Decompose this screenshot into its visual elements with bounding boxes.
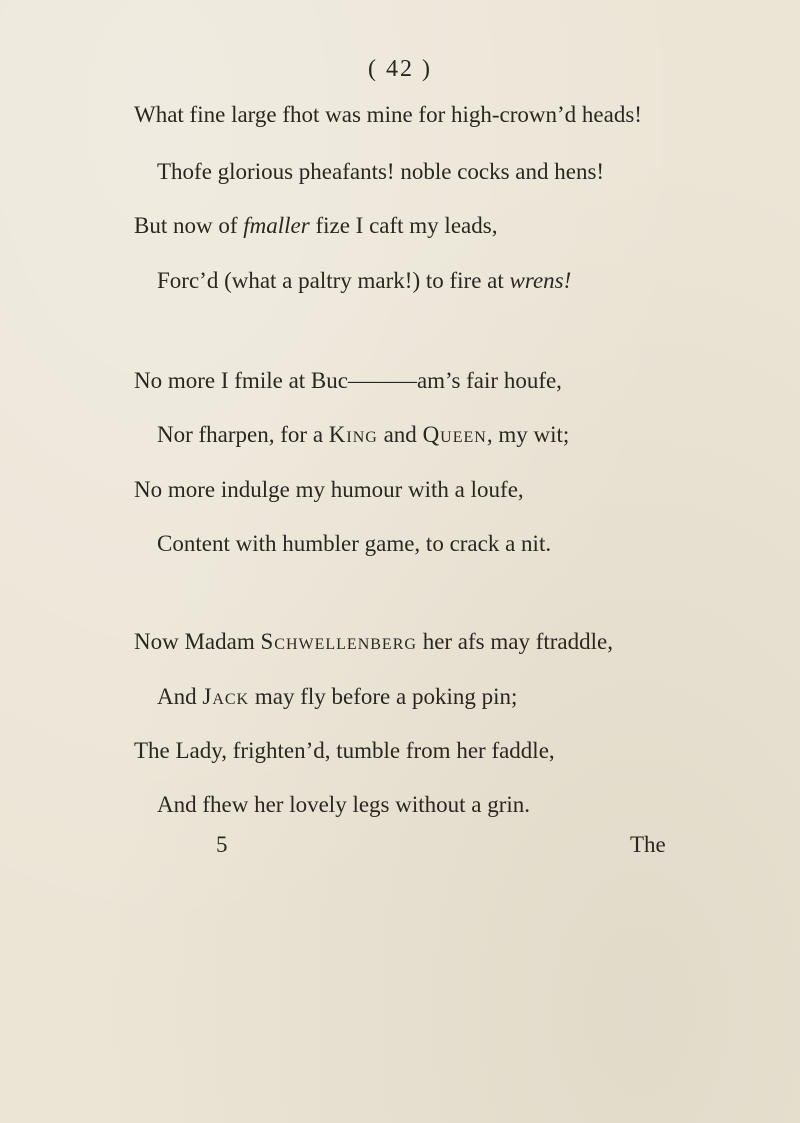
verse-line: And fhew her lovely legs without a grin. [157, 792, 531, 817]
verse-line: The Lady, frighten’d, tumble from her faddle, [134, 738, 555, 763]
page-number: ( 42 ) [368, 56, 432, 82]
signature-mark: 5 [216, 832, 228, 857]
verse-line: Now Madam Schwellenberg her afs may ftraddle, [134, 629, 613, 654]
verse-line: Thofe glorious pheafants! noble cocks and hens! [157, 159, 605, 184]
verse-line: Forc’d (what a paltry mark!) to fire at wrens! [157, 268, 572, 293]
catchword: The [630, 832, 666, 857]
verse-line: No more I fmile at Buc———am’s fair houfe, [134, 368, 562, 393]
verse-line: Nor fharpen, for a King and Queen, my wit; [157, 422, 570, 447]
verse-line: No more indulge my humour with a loufe, [134, 477, 524, 502]
verse-line: What fine large fhot was mine for high-crown’d heads! [134, 102, 642, 127]
verse-line: And Jack may fly before a poking pin; [157, 684, 518, 709]
verse-line: But now of fmaller fize I caft my leads, [134, 213, 498, 238]
verse-line: Content with humbler game, to crack a nit. [157, 531, 552, 556]
